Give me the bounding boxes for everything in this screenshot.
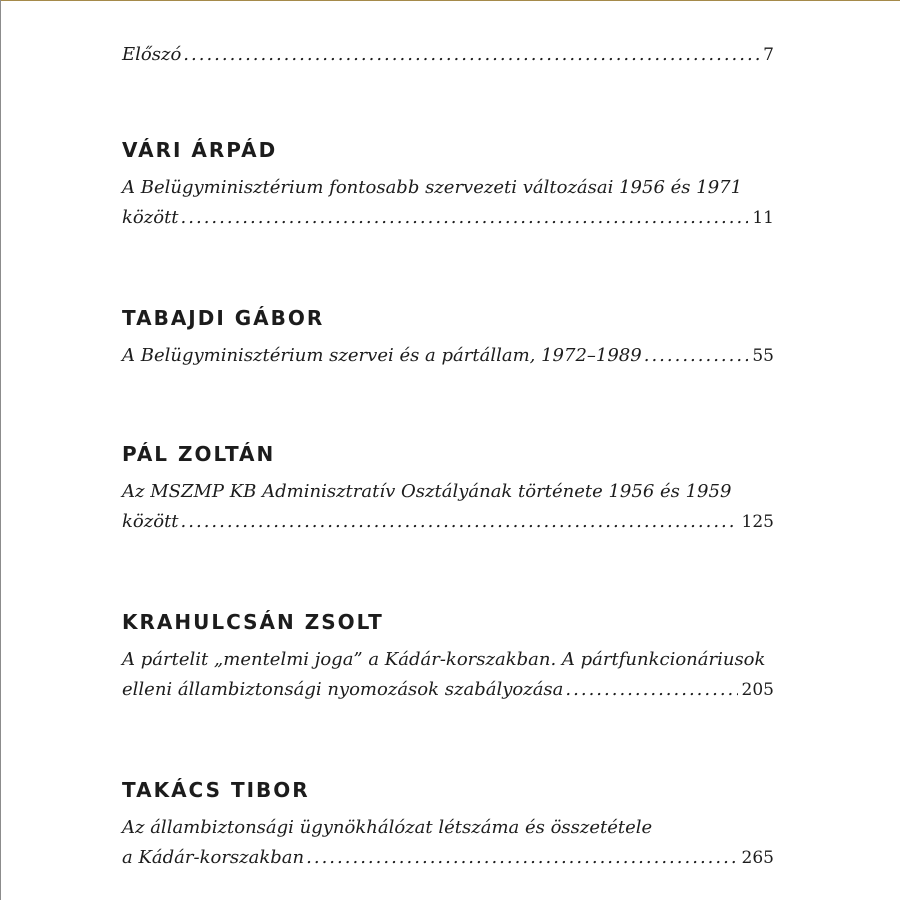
toc-page-number: 125 (741, 512, 774, 532)
toc-section-5 (122, 775, 774, 873)
toc-entry-title-end: a Kádár-korszakban (122, 847, 305, 868)
author-name: KRAHULCSÁN ZSOLT (122, 610, 384, 634)
toc-entry-title-end: között (122, 511, 179, 532)
dot-leader (644, 341, 749, 371)
dot-leader (181, 507, 738, 537)
toc-section-2 (122, 303, 774, 371)
toc-entry-line (122, 341, 774, 371)
author-name: PÁL ZOLTÁN (122, 442, 276, 466)
toc-page-number: 205 (741, 680, 774, 700)
left-border-line (0, 0, 1, 900)
dot-leader (183, 40, 759, 70)
toc-entry-title-line: A Belügyminisztérium fontosabb szervezeti változásai 1956 és 1971 (122, 177, 743, 198)
toc-entry-title-line: Az állambiztonsági ügynökhálózat létszáma és összetétele (122, 817, 653, 838)
toc-page-number: 265 (741, 848, 774, 868)
toc-page-number: 7 (763, 45, 774, 65)
toc-foreword (122, 40, 774, 70)
toc-entry-title-end: elleni állambiztonsági nyomozások szabályozása (122, 679, 564, 700)
toc-entry-line (122, 675, 774, 705)
author-name: VÁRI ÁRPÁD (122, 138, 278, 162)
author-name: TABAJDI GÁBOR (122, 306, 325, 330)
toc-entry-line (122, 507, 774, 537)
dot-leader (306, 843, 737, 873)
toc-section-3 (122, 439, 774, 537)
dot-leader (181, 203, 749, 233)
toc-section-4 (122, 607, 774, 705)
toc-page-number: 55 (752, 346, 774, 366)
top-border-line (0, 0, 900, 1)
toc-entry-title: Előszó (122, 44, 182, 65)
toc-entry-title-end: között (122, 207, 179, 228)
toc-entry-title-line: Az MSZMP KB Adminisztratív Osztályának története 1956 és 1959 (122, 481, 732, 502)
dot-leader (565, 675, 737, 705)
toc-entry-title: A Belügyminisztérium szervei és a pártállam, 1972–1989 (122, 345, 642, 366)
toc-page-number: 11 (752, 208, 774, 228)
author-name: TAKÁCS TIBOR (122, 778, 310, 802)
toc-entry-line (122, 40, 774, 70)
toc-entry-line (122, 843, 774, 873)
toc-section-1 (122, 135, 774, 233)
toc-entry-line (122, 203, 774, 233)
toc-entry-title-line: A pártelit „mentelmi joga” a Kádár-korszakban. A pártfunkcionáriusok (122, 649, 766, 670)
